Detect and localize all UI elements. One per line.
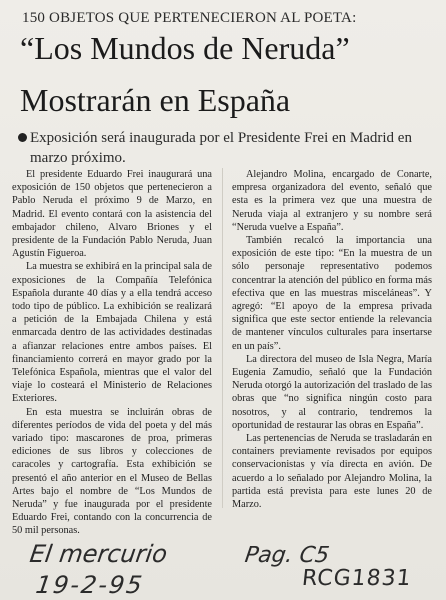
article-kicker: 150 OBJETOS QUE PERTENECIERON AL POETA: [22,10,357,26]
paragraph: En esta muestra se incluirán obras de diferentes períodos de vida del poeta y del más variado tipo: mascarones de proa, primeras ediciones de sus libros y colecciones de caracoles y cartografía. Esta exhibición se presentó el año anterior en el Museo de Bellas Artes bajo el nombre de “Los Mundos de Neruda” y fue inaugurada por el presidente Eduardo Frei, contando con la concurrencia de 50 mil personas. [12,406,212,537]
column-divider [222,168,223,508]
paragraph: La directora del museo de Isla Negra, María Eugenia Zamudio, señaló que la Fundación Neruda otorgó la autorización del traslado de las obras que “no significa ningún costo para nosotros, y al contrario, tendremos la oportunidad de restaurar las obras en España”. [232,353,432,431]
headline-line-1: “Los Mundos de Neruda” [20,30,350,66]
archive-code: RCG1831 [300,566,413,591]
paragraph: La muestra se exhibirá en la principal sala de exposiciones de la Compañía Telefónica Española durante 40 días y a ella tendrá acceso todo tipo de público. La exhibición se realizará a petición de la Embajada Chilena y está enmarcada dentro de las actividades destinadas a afianzar relaciones entre ambos países. El financiamiento correrá en mayor grado por la Telefónica Española, mientras que el valor del viaje lo costeará el Ministerio de Relaciones Exteriores. [12,261,212,405]
paragraph: Alejandro Molina, encargado de Conarte, empresa organizadora del evento, señaló que esta es la primera vez que una muestra de Neruda viaja al extranjero y su nombre será “Neruda vuelve a España”. [232,169,432,233]
article-deck: Exposición será inaugurada por el Presidente Frei en Madrid en marzo próximo. [30,130,412,166]
paragraph: Las pertenencias de Neruda se trasladarán en containers previamente revisados por equipos conservacionistas y vía directa en avión. De acuerdo a lo señalado por Alejandro Molina, la partida está prevista para este lunes 20 de Marzo. [232,433,432,511]
paragraph: También recalcó la importancia una exposición de este tipo: “En la muestra de un sólo personaje representativo podemos concentrar la atención del público en forma más efectiva que en las muestras misceláneas”. Y agregó: “El apoyo de la empresa privada significa que este sector entiende la relevancia de mantener vínculos culturales para insertarse en un país”. [232,235,432,352]
handwritten-date: 19-2-95 [34,571,146,599]
paragraph: El presidente Eduardo Frei inaugurará una exposición de 150 objetos que pertenecieron a Pablo Neruda el próximo 9 de Marzo, en Madrid. El evento contará con la asistencia del embajador chileno, Alvaro Briones y el presidente de la Fundación Pablo Neruda, Juan Agustín Figueroa. [12,169,212,260]
bullet-dot-icon [18,133,27,142]
headline-line-2: Mostrarán en España [20,82,291,118]
handwritten-page: Pag. C5 [243,543,331,568]
left-column [12,168,212,538]
handwritten-publication: El mercurio [28,540,170,568]
right-column [232,168,432,511]
